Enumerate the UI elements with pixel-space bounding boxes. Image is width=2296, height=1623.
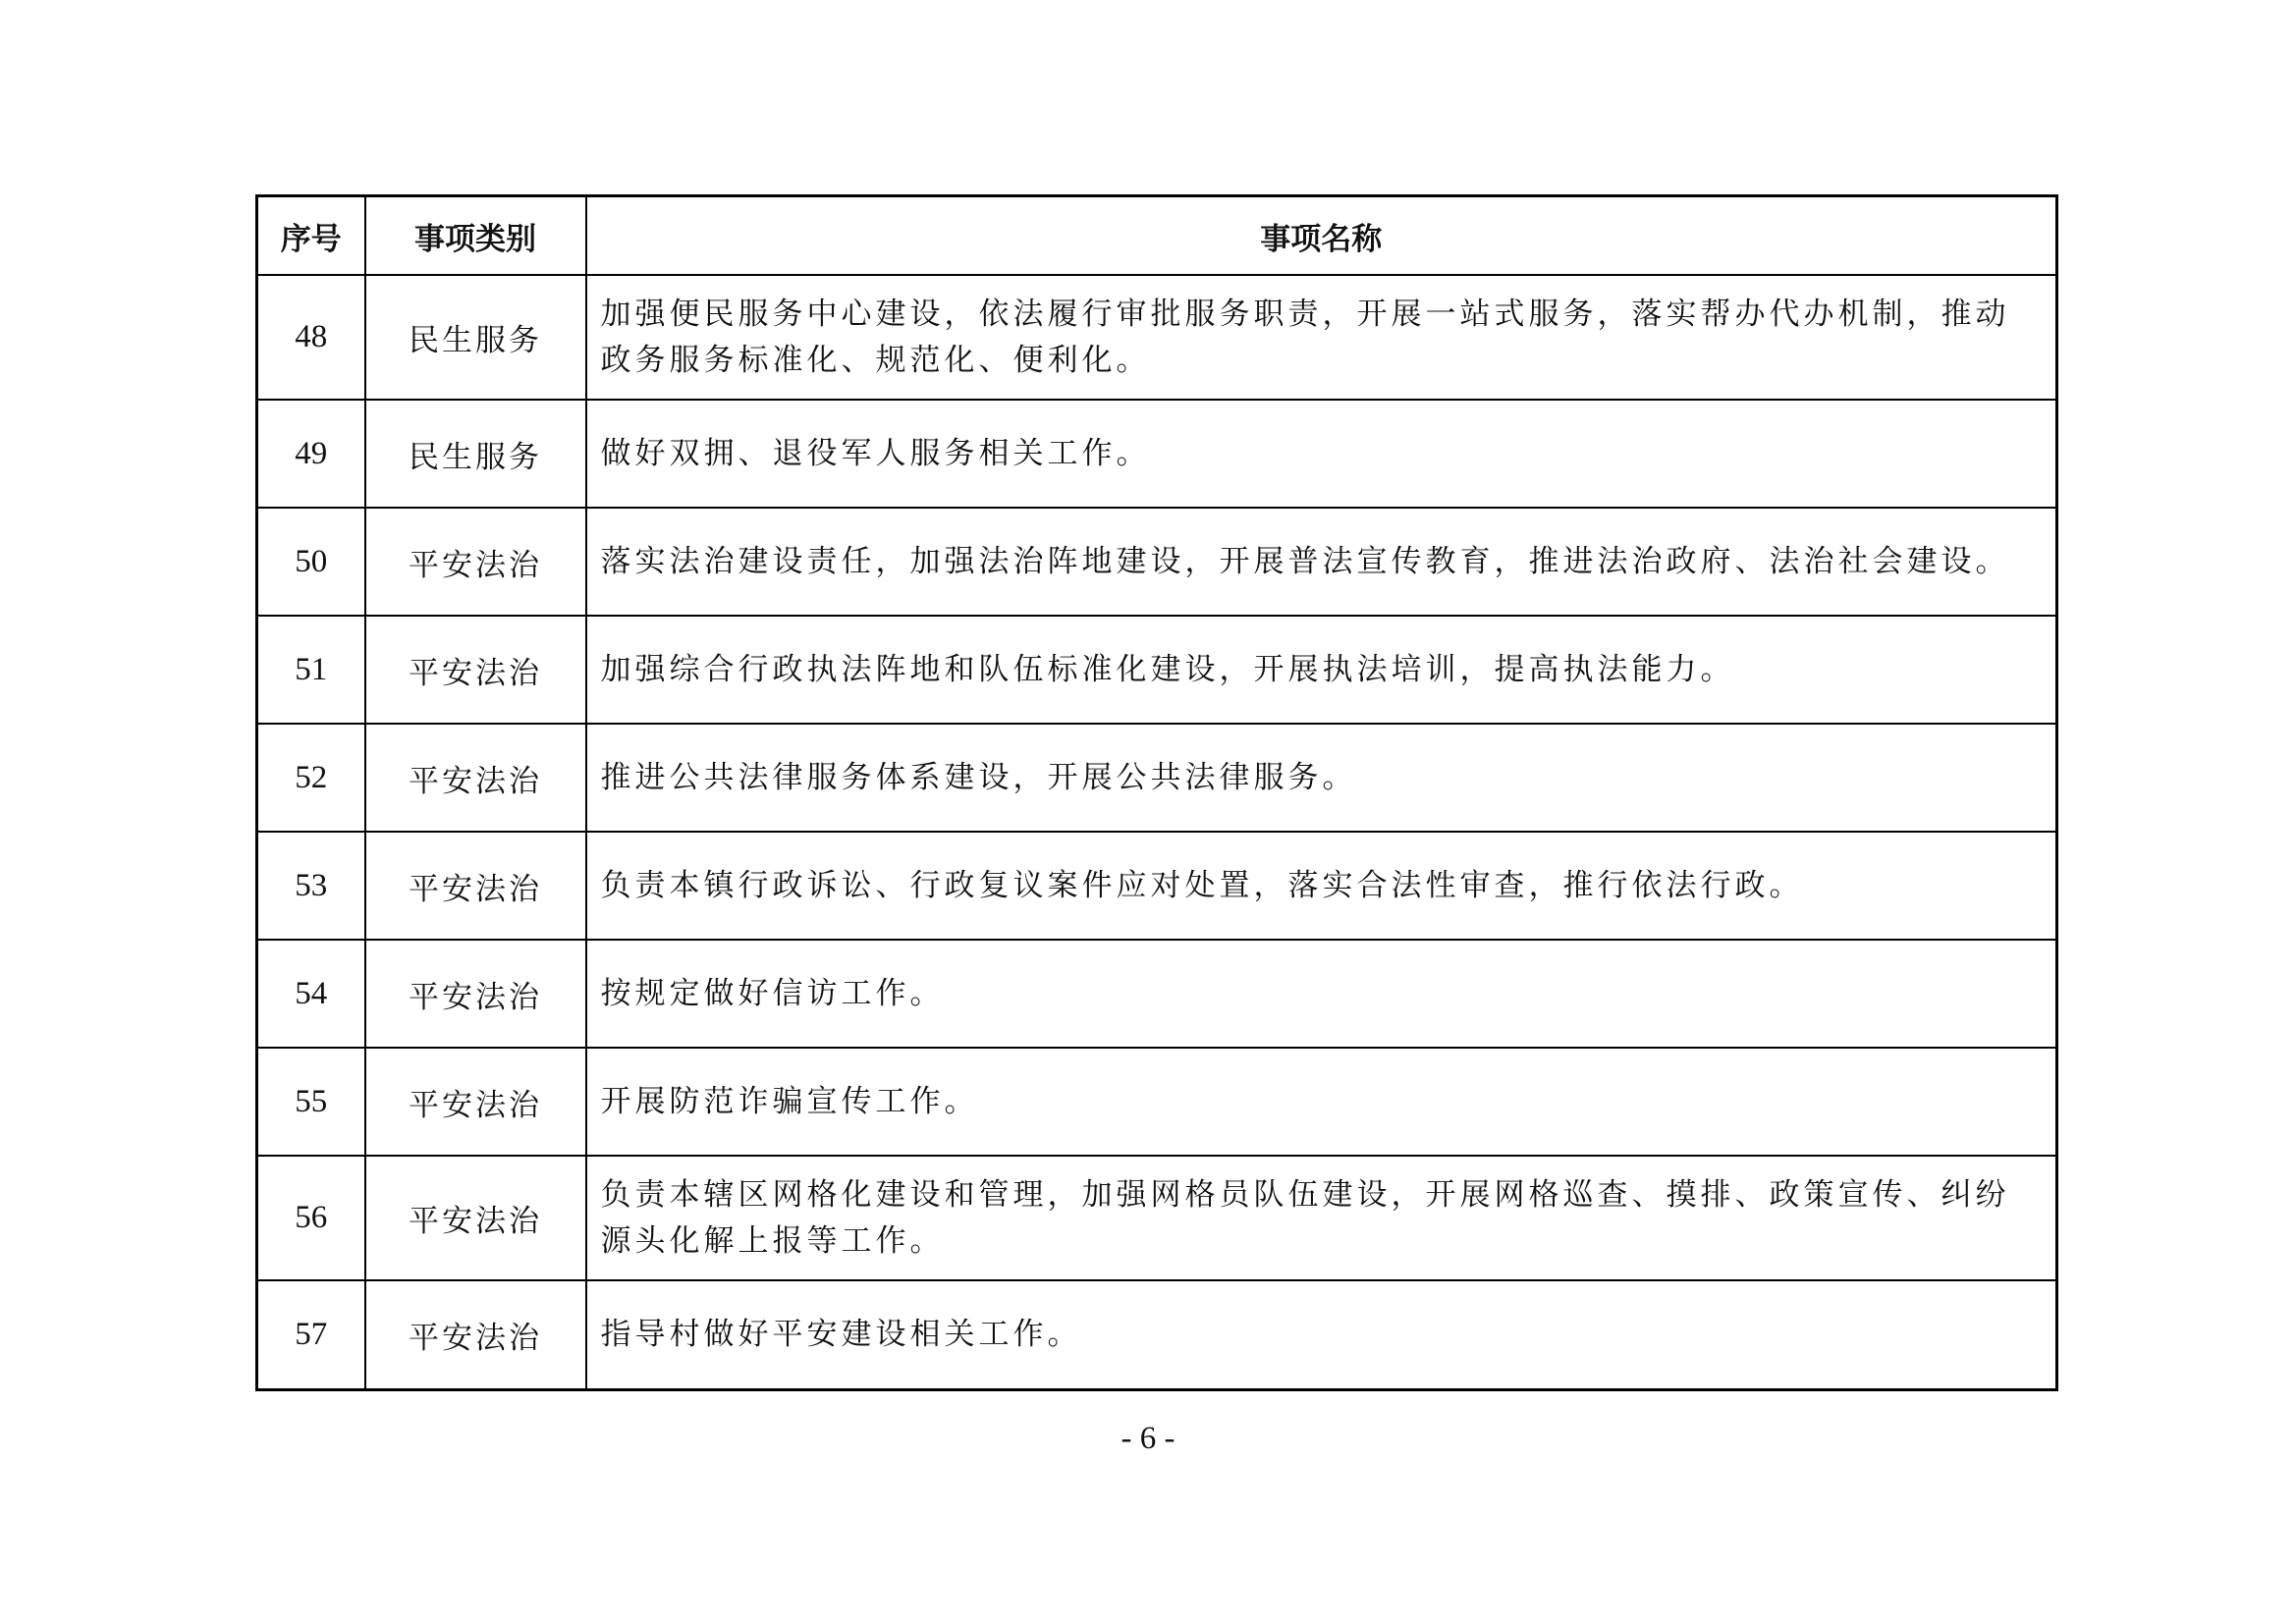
matters-table (255, 194, 2058, 1391)
row-name: 加强综合行政执法阵地和队伍标准化建设，开展执法培训，提高执法能力。 (586, 616, 2057, 724)
row-index: 52 (257, 724, 365, 832)
table-row (257, 400, 2057, 508)
row-category: 平安法治 (365, 1280, 586, 1390)
header-category: 事项类别 (365, 196, 586, 276)
row-name: 负责本辖区网格化建设和管理，加强网格员队伍建设，开展网格巡查、摸排、政策宣传、纠纷源头化解上报等工作。 (586, 1156, 2057, 1280)
row-name: 做好双拥、退役军人服务相关工作。 (586, 400, 2057, 508)
row-name: 开展防范诈骗宣传工作。 (586, 1048, 2057, 1156)
row-index: 50 (257, 508, 365, 616)
table-row (257, 508, 2057, 616)
row-category: 民生服务 (365, 400, 586, 508)
row-name: 推进公共法律服务体系建设，开展公共法律服务。 (586, 724, 2057, 832)
row-category: 平安法治 (365, 832, 586, 940)
row-index: 54 (257, 940, 365, 1048)
row-index: 51 (257, 616, 365, 724)
row-category: 平安法治 (365, 724, 586, 832)
row-index: 48 (257, 275, 365, 400)
row-index: 57 (257, 1280, 365, 1390)
table-row (257, 1048, 2057, 1156)
table-row (257, 1280, 2057, 1390)
row-category: 民生服务 (365, 275, 586, 400)
row-name: 按规定做好信访工作。 (586, 940, 2057, 1048)
table-row (257, 940, 2057, 1048)
row-category: 平安法治 (365, 616, 586, 724)
row-index: 56 (257, 1156, 365, 1280)
row-index: 49 (257, 400, 365, 508)
row-category: 平安法治 (365, 1156, 586, 1280)
row-name: 指导村做好平安建设相关工作。 (586, 1280, 2057, 1390)
table-row (257, 275, 2057, 400)
table-header-row (257, 196, 2057, 276)
row-category: 平安法治 (365, 508, 586, 616)
row-name: 落实法治建设责任，加强法治阵地建设，开展普法宣传教育，推进法治政府、法治社会建设。 (586, 508, 2057, 616)
table-row (257, 616, 2057, 724)
header-index: 序号 (257, 196, 365, 276)
row-category: 平安法治 (365, 940, 586, 1048)
row-name: 负责本镇行政诉讼、行政复议案件应对处置，落实合法性审查，推行依法行政。 (586, 832, 2057, 940)
row-index: 55 (257, 1048, 365, 1156)
page-number: - 6 - (1121, 1421, 1175, 1456)
header-name: 事项名称 (586, 196, 2057, 276)
row-category: 平安法治 (365, 1048, 586, 1156)
table-row (257, 1156, 2057, 1280)
row-name: 加强便民服务中心建设，依法履行审批服务职责，开展一站式服务，落实帮办代办机制，推动政务服务标准化、规范化、便利化。 (586, 275, 2057, 400)
table-row (257, 724, 2057, 832)
table-row (257, 832, 2057, 940)
row-index: 53 (257, 832, 365, 940)
